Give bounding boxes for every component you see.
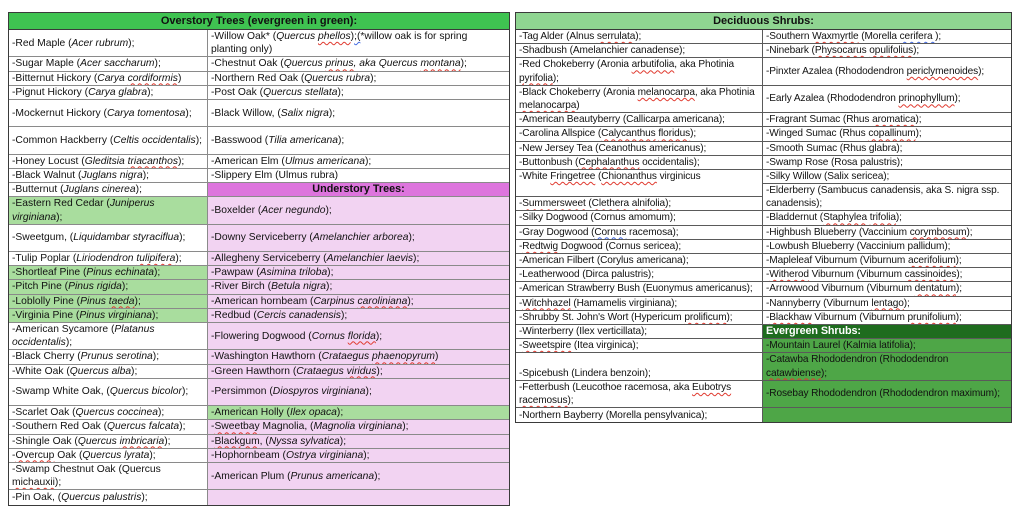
list-item: -Black Willow, (Salix nigra);: [208, 100, 509, 127]
list-item: -Catawba Rhododendron (Rhododendron catawbiense);: [763, 353, 1011, 380]
list-item: -Eastern Red Cedar (Juniperus virginiana);: [9, 197, 207, 224]
overstory-trees-header: Overstory Trees (evergreen in green):: [9, 13, 509, 30]
list-item: -Boxelder (Acer negundo);: [208, 197, 509, 224]
list-item: -Tulip Poplar (Liriodendron tulipifera);: [9, 252, 207, 266]
list-item: -Sweetgum, (Liquidambar styraciflua);: [9, 225, 207, 252]
list-item: -Witchhazel (Hamamelis virginiana);: [516, 297, 762, 311]
list-item: -Virginia Pine (Pinus virginiana);: [9, 309, 207, 323]
list-item: -Scarlet Oak (Quercus coccinea);: [9, 406, 207, 420]
list-item: -Shrubby St. John's Wort (Hypericum prolificum);: [516, 311, 762, 325]
list-item: -Fragrant Sumac (Rhus aromatica);: [763, 113, 1011, 127]
list-item: -Green Hawthorn (Crataegus viridus);: [208, 365, 509, 379]
section-subheader: Evergreen Shrubs:: [763, 325, 1011, 339]
overstory-trees-table: [8, 12, 510, 506]
list-item: -Butternut (Juglans cinerea);: [9, 183, 207, 197]
list-item: -Early Azalea (Rhododendron prinophyllum);: [763, 86, 1011, 113]
list-item: -River Birch (Betula nigra);: [208, 280, 509, 294]
list-item: -Highbush Blueberry (Vaccinium corymbosum);: [763, 226, 1011, 240]
list-item: -Common Hackberry (Celtis occidentalis);: [9, 127, 207, 154]
list-item: -Sweetbay Magnolia, (Magnolia virginiana);: [208, 420, 509, 434]
list-item: -American hornbeam (Carpinus caroliniana);: [208, 295, 509, 309]
list-item: -Swamp Rose (Rosa palustris);: [763, 156, 1011, 170]
list-item: -Pawpaw (Asimina triloba);: [208, 266, 509, 280]
list-item: -Arrowwood Viburnum (Viburnum dentatum);: [763, 282, 1011, 296]
list-item: -Black Chokeberry (Aronia melanocarpa, aka Photinia melanocarpa): [516, 86, 762, 113]
list-item: -Elderberry (Sambucus canadensis, aka S. nigra ssp. canadensis);: [763, 184, 1011, 211]
table-column: [207, 30, 509, 505]
section-subheader: Understory Trees:: [208, 183, 509, 197]
list-item: -Swamp Chestnut Oak (Quercus michauxii);: [9, 463, 207, 490]
list-item: -Pignut Hickory (Carya glabra);: [9, 86, 207, 100]
list-item: -Winged Sumac (Rhus copallinum);: [763, 127, 1011, 141]
list-item: -Shingle Oak (Quercus imbricaria);: [9, 435, 207, 449]
list-item: -Mapleleaf Viburnum (Viburnum acerifolium);: [763, 254, 1011, 268]
list-item: -Winterberry (Ilex verticillata);: [516, 325, 762, 339]
list-item: -Silky Willow (Salix sericea);: [763, 170, 1011, 184]
table-column: [9, 30, 207, 505]
list-item: -Summersweet (Clethera alnifolia);: [516, 197, 762, 211]
list-item: -Mountain Laurel (Kalmia latifolia);: [763, 339, 1011, 353]
list-item: -Washington Hawthorn (Crataegus phaenopyrum): [208, 350, 509, 364]
list-item: -Spicebush (Lindera benzoin);: [516, 353, 762, 380]
list-item: -American Holly (Ilex opaca);: [208, 406, 509, 420]
list-item: -Northern Red Oak (Quercus rubra);: [208, 72, 509, 86]
list-item: -Nannyberry (Viburnum lentago);: [763, 297, 1011, 311]
list-item: -Gray Dogwood (Cornus racemosa);: [516, 226, 762, 240]
list-item: -Black Cherry (Prunus serotina);: [9, 350, 207, 364]
list-item: -Redtwig Dogwood (Cornus sericea);: [516, 240, 762, 254]
shrubs-table: [515, 12, 1012, 423]
list-item: -Carolina Allspice (Calycanthus floridus);: [516, 127, 762, 141]
list-item: -Smooth Sumac (Rhus glabra);: [763, 142, 1011, 156]
list-item: -Buttonbush (Cephalanthus occidentalis);: [516, 156, 762, 170]
list-item: -Swamp White Oak, (Quercus bicolor);: [9, 379, 207, 406]
list-item: -Pinxter Azalea (Rhododendron periclymenoides);: [763, 58, 1011, 85]
deciduous-shrubs-header: Deciduous Shrubs:: [516, 13, 1011, 30]
table-column: [762, 30, 1011, 422]
table-column: [516, 30, 762, 422]
list-item: -Chestnut Oak (Quercus prinus, aka Quercus montana);: [208, 57, 509, 71]
list-item: -American Sycamore (Platanus occidentalis);: [9, 323, 207, 350]
list-item: -Basswood (Tilia americana);: [208, 127, 509, 154]
list-item: -American Strawberry Bush (Euonymus americanus);: [516, 282, 762, 296]
list-item: -Sugar Maple (Acer saccharum);: [9, 57, 207, 71]
list-item: -Hophornbeam (Ostrya virginiana);: [208, 449, 509, 463]
list-item: -Downy Serviceberry (Amelanchier arborea);: [208, 225, 509, 252]
list-item: [208, 490, 509, 504]
list-item: -Slippery Elm (Ulmus rubra): [208, 169, 509, 183]
list-item: -Blackhaw Viburnum (Viburnum prunifolium);: [763, 311, 1011, 325]
list-item: -Mockernut Hickory (Carya tomentosa);: [9, 100, 207, 127]
list-item: -Tag Alder (Alnus serrulata);: [516, 30, 762, 44]
list-item: -Red Chokeberry (Aronia arbutifolia, aka Photinia pyrifolia);: [516, 58, 762, 85]
list-item: -Rosebay Rhododendron (Rhododendron maximum);: [763, 381, 1011, 408]
list-item: -Lowbush Blueberry (Vaccinium pallidum);: [763, 240, 1011, 254]
shrubs-columns: [516, 30, 1011, 422]
list-item: -Honey Locust (Gleditsia triacanthos);: [9, 155, 207, 169]
list-item: -Northern Bayberry (Morella pensylvanica);: [519, 409, 708, 421]
list-item: -Southern Waxmyrtle (Morella cerifera );: [763, 30, 1011, 44]
list-item: -Shortleaf Pine (Pinus echinata);: [9, 266, 207, 280]
list-item: -American Plum (Prunus americana);: [208, 463, 509, 490]
list-item: -New Jersey Tea (Ceanothus americanus);: [516, 142, 762, 156]
list-item: -Overcup Oak (Quercus lyrata);: [9, 449, 207, 463]
list-item: -Flowering Dogwood (Cornus florida);: [208, 323, 509, 350]
list-item: -Willow Oak* (Quercus phellos);(*willow oak is for spring planting only): [208, 30, 509, 57]
list-item: -Silky Dogwood (Cornus amomum);: [516, 211, 762, 225]
list-item: -Persimmon (Diospyros virginiana);: [208, 379, 509, 406]
list-item: -Loblolly Pine (Pinus taeda);: [9, 295, 207, 309]
list-item: -Bladdernut (Staphylea trifolia);: [763, 211, 1011, 225]
overstory-trees-columns: [9, 30, 509, 505]
list-item: -Shadbush (Amelanchier canadense);: [516, 44, 762, 58]
list-item: -Southern Red Oak (Quercus falcata);: [9, 420, 207, 434]
list-item: -Redbud (Cercis canadensis);: [208, 309, 509, 323]
list-item: -Blackgum, (Nyssa sylvatica);: [208, 435, 509, 449]
list-item: -American Filbert (Corylus americana);: [516, 254, 762, 268]
list-item: -Pin Oak, (Quercus palustris);: [12, 491, 148, 503]
list-item: -Red Maple (Acer rubrum);: [9, 30, 207, 57]
list-item: -Black Walnut (Juglans nigra);: [9, 169, 207, 183]
list-item: -Sweetspire (Itea virginica);: [516, 339, 762, 353]
list-item: -Bitternut Hickory (Carya cordiformis): [9, 72, 207, 86]
list-item: [763, 408, 1011, 422]
list-item: -American Beautyberry (Callicarpa americana);: [516, 113, 762, 127]
list-item: -Pitch Pine (Pinus rigida);: [9, 280, 207, 294]
list-item: -Ninebark (Physocarus opulifolius);: [763, 44, 1011, 58]
list-item: -White Fringetree (Chionanthus virginicus: [516, 170, 762, 197]
list-item: -White Oak (Quercus alba);: [9, 365, 207, 379]
list-item: -American Elm (Ulmus americana);: [208, 155, 509, 169]
list-item: -Fetterbush (Leucothoe racemosa, aka Eubotrys racemosus);: [516, 381, 762, 408]
list-item: -Leatherwood (Dirca palustris);: [516, 268, 762, 282]
list-item: -Post Oak (Quercus stellata);: [208, 86, 509, 100]
list-item: -Witherod Viburnum (Viburnum cassinoides);: [763, 268, 1011, 282]
list-item: -Allegheny Serviceberry (Amelanchier laevis);: [208, 252, 509, 266]
